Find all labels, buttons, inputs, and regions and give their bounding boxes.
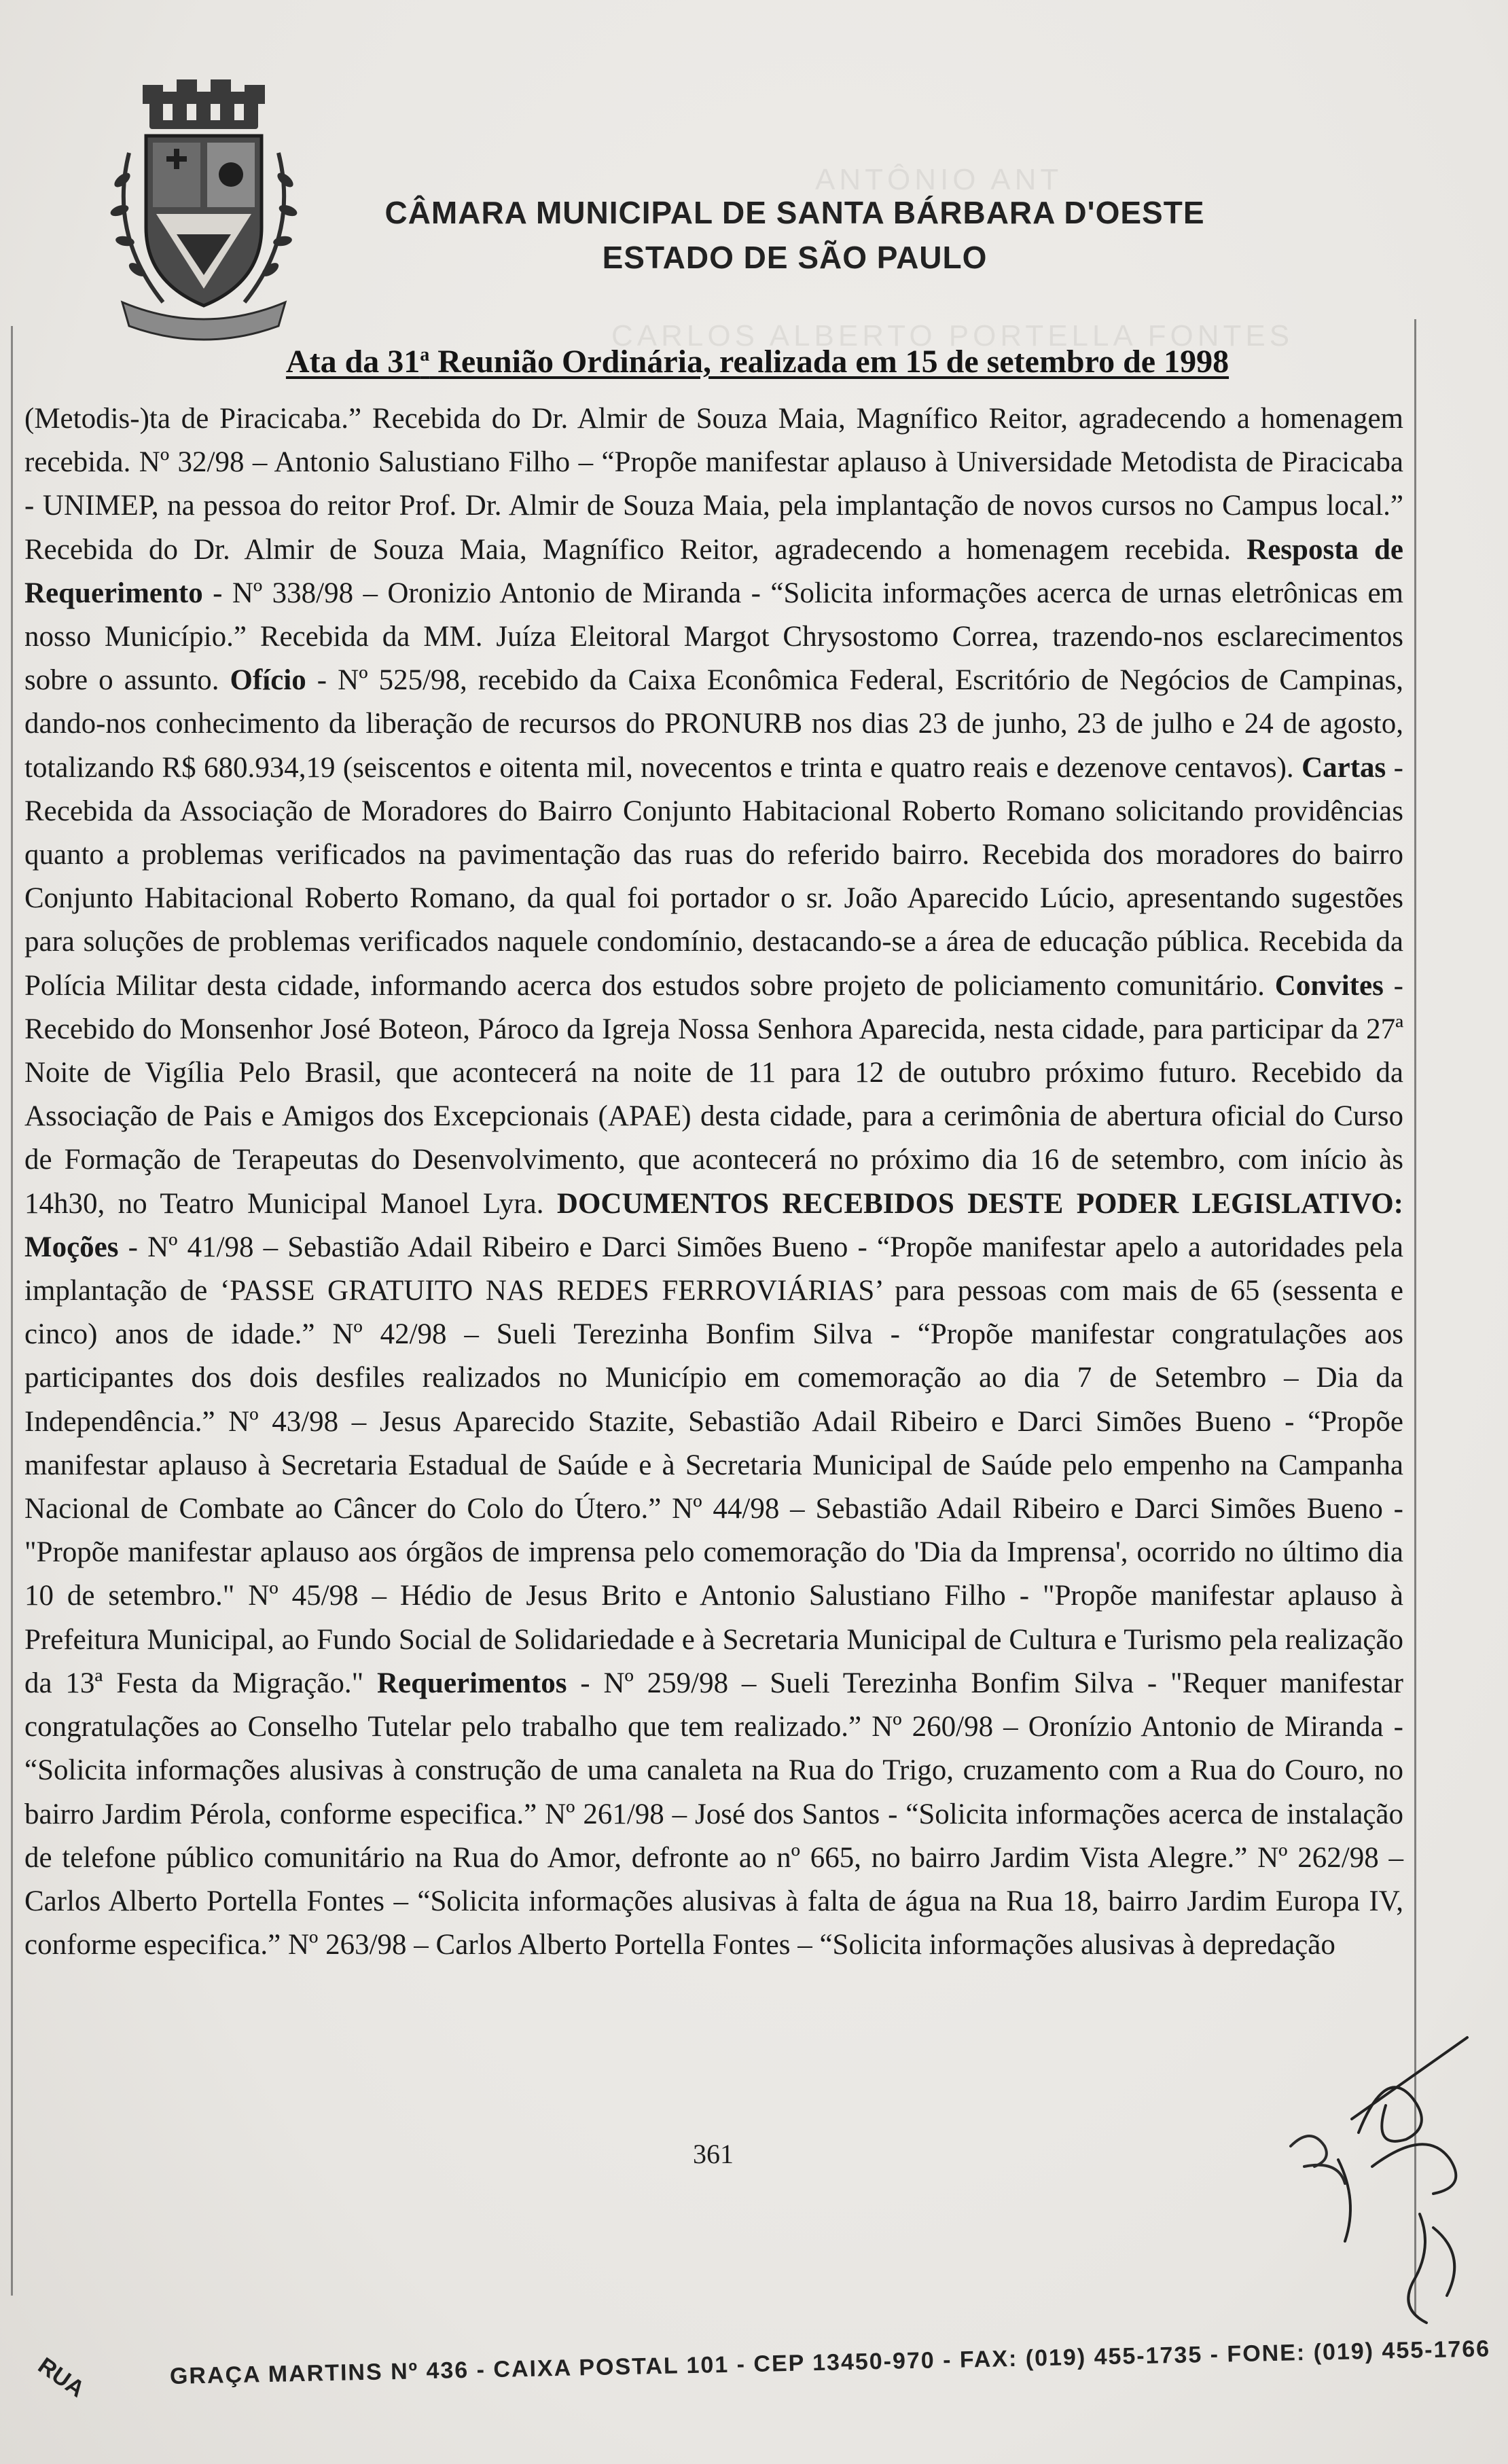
minutes-title-ordinal: a [420, 344, 430, 365]
body-text-span: - Recebido do Monsenhor José Boteon, Pároco da Igreja Nossa Senhora Aparecida, nesta cidade, para participar da 27ª Noite de Vigília Pelo Brasil, que acontecerá na noite de 11 para 12 de outubro próximo futuro. Recebido da Associação de Pais e Amigos dos Excepcionais (APAE) desta cidade, para a cerimônia de abertura oficial do Curso de Formação de Terapeutas do Desenvolvimento, que acontecerá no próximo dia 16 de setembro, com início às 14h30, no Teatro Municipal Manoel Lyra. [24, 969, 1403, 1220]
binding-edge-line [11, 326, 13, 2296]
body-text-span: - Nº 525/98, recebido da Caixa Econômica Federal, Escritório de Negócios de Campinas, dando-nos conhecimento da liberação de recursos do PRONURB nos dias 23 de junho, 23 de julho e 24 de agosto, totalizando R$ 680.934,19 (seiscentos e oitenta mil, novecentos e trinta e quatro reais e dezenove centavos). [24, 664, 1403, 784]
footer-street-label [27, 2336, 136, 2425]
minutes-title [163, 343, 1352, 380]
state-name: ESTADO DE SÃO PAULO [602, 240, 988, 275]
initials-stamp-icon [1277, 2119, 1359, 2200]
right-margin-rule [1414, 319, 1416, 2316]
page-number: 361 [693, 2139, 734, 2169]
body-text-span: (Metodis-)ta de Piracicaba.” Recebida do Dr. Almir de Souza Maia, Magnífico Reitor, agradecendo a homenagem recebida. Nº 32/98 – Antonio Salustiano Filho – “Propõe manifestar aplauso à Universidade Metodista de Piracicaba - UNIMEP, na pessoa do reitor Prof. Dr. Almir de Souza Maia, pela implantação de novos cursos no Campus local.” Recebida do Dr. Almir de Souza Maia, Magnífico Reitor, agradecendo a homenagem recebida. [24, 403, 1403, 566]
section-heading: Convites [1274, 969, 1384, 1002]
section-heading: Requerimentos [377, 1667, 567, 1699]
institution-name: CÂMARA MUNICIPAL DE SANTA BÁRBARA D'OESTE [384, 195, 1205, 230]
bleed-through-text: CARLOS ALBERTO PORTELLA FONTES [611, 319, 1294, 352]
body-text-span: - Nº 41/98 – Sebastião Adail Ribeiro e Darci Simões Bueno - “Propõe manifestar apelo a autoridades pela implantação de ‘PASSE GRATUITO NAS REDES FERROVIÁRIAS’ para pessoas com mais de 65 (sessenta e cinco) anos de idade.” Nº 42/98 – Sueli Terezinha Bonfim Silva - “Propõe manifestar congratulações aos participantes dos dois desfiles realizados no Município em comemoração ao dia 7 de Setembro – Dia da Independência.” Nº 43/98 – Jesus Aparecido Stazite, Sebastião Adail Ribeiro e Darci Simões Bueno - “Propõe manifestar aplauso à Secretaria Estadual de Saúde e à Secretaria Municipal de Saúde pelo empenho na Campanha Nacional de Combate ao Câncer do Colo do Útero.” Nº 44/98 – Sebastião Adail Ribeiro e Darci Simões Bueno - "Propõe manifestar aplauso aos órgãos de imprensa pelo comemoração do 'Dia da Imprensa', ocorrido no último dia 10 de setembro." Nº 45/98 – Hédio de Jesus Brito e Antonio Salustiano Filho - "Propõe manifestar aplauso à Prefeitura Municipal, ao Fundo Social de Solidariedade e à Secretaria Municipal de Cultura e Turismo pela realização da 13ª Festa da Migração." [24, 1231, 1403, 1699]
body-text-span: - Recebida da Associação de Moradores do Bairro Conjunto Habitacional Roberto Romano solicitando providências quanto a problemas verificados na pavimentação das ruas do referido bairro. Recebida dos moradores do bairro Conjunto Habitacional Roberto Romano, da qual foi portador o sr. João Aparecido Lúcio, apresentando sugestões para soluções de problemas verificados naquele condomínio, destacando-se a área de educação pública. Recebida da Polícia Militar desta cidade, informando acerca dos estudos sobre projeto de policiamento comunitário. [24, 751, 1403, 1002]
body-text-span: - Nº 259/98 – Sueli Terezinha Bonfim Silva - "Requer manifestar congratulações ao Conselho Tutelar pelo trabalho que tem realizado.” Nº 260/98 – Oronízio Antonio de Miranda - “Solicita informações alusivas à construção de uma canaleta na Rua do Trigo, cruzamento com a Rua do Couro, no bairro Jardim Pérola, conforme especifica.” Nº 261/98 – José dos Santos - “Solicita informações acerca de instalação de telefone público comunitário na Rua do Amor, defronte ao nº 665, no bairro Jardim Vista Alegre.” Nº 262/98 – Carlos Alberto Portella Fontes – “Solicita informações alusivas à falta de água na Rua 18, bairro Jardim Europa IV, conforme especifica.” Nº 263/98 – Carlos Alberto Portella Fontes – “Solicita informações alusivas à depredação [24, 1667, 1403, 1961]
street-label-text: RUA [33, 2352, 90, 2403]
footer-address: GRAÇA MARTINS Nº 436 - CAIXA POSTAL 101 - CEP 13450-970 - FAX: (019) 455-1735 - FONE: (019) 455-1766 [169, 2336, 1491, 2389]
coat-of-arms-icon [102, 78, 306, 350]
street-label-curve [27, 2336, 136, 2425]
minutes-paragraph [24, 397, 1403, 1967]
minutes-body [24, 397, 1403, 1967]
section-heading: Ofício [230, 664, 306, 697]
section-heading: Resposta de Requerimento [24, 533, 1404, 609]
letterhead [353, 190, 1236, 280]
minutes-title-suffix: Reunião Ordinária, realizada em 15 de setembro de 1998 [429, 344, 1229, 380]
section-heading: DOCUMENTOS RECEBIDOS DESTE PODER LEGISLATIVO: Moções [24, 1187, 1403, 1263]
body-text-span: - Nº 338/98 – Oronizio Antonio de Miranda - “Solicita informações acerca de urnas eletrônicas em nosso Município.” Recebida da MM. Juíza Eleitoral Margot Chrysostomo Correa, trazendo-nos esclarecimentos sobre o assunto. [24, 577, 1403, 697]
minutes-title-prefix: Ata da 31 [285, 344, 420, 380]
section-heading: Cartas [1301, 751, 1386, 784]
bleed-through-text: ANTÔNIO ANT [815, 163, 1063, 196]
